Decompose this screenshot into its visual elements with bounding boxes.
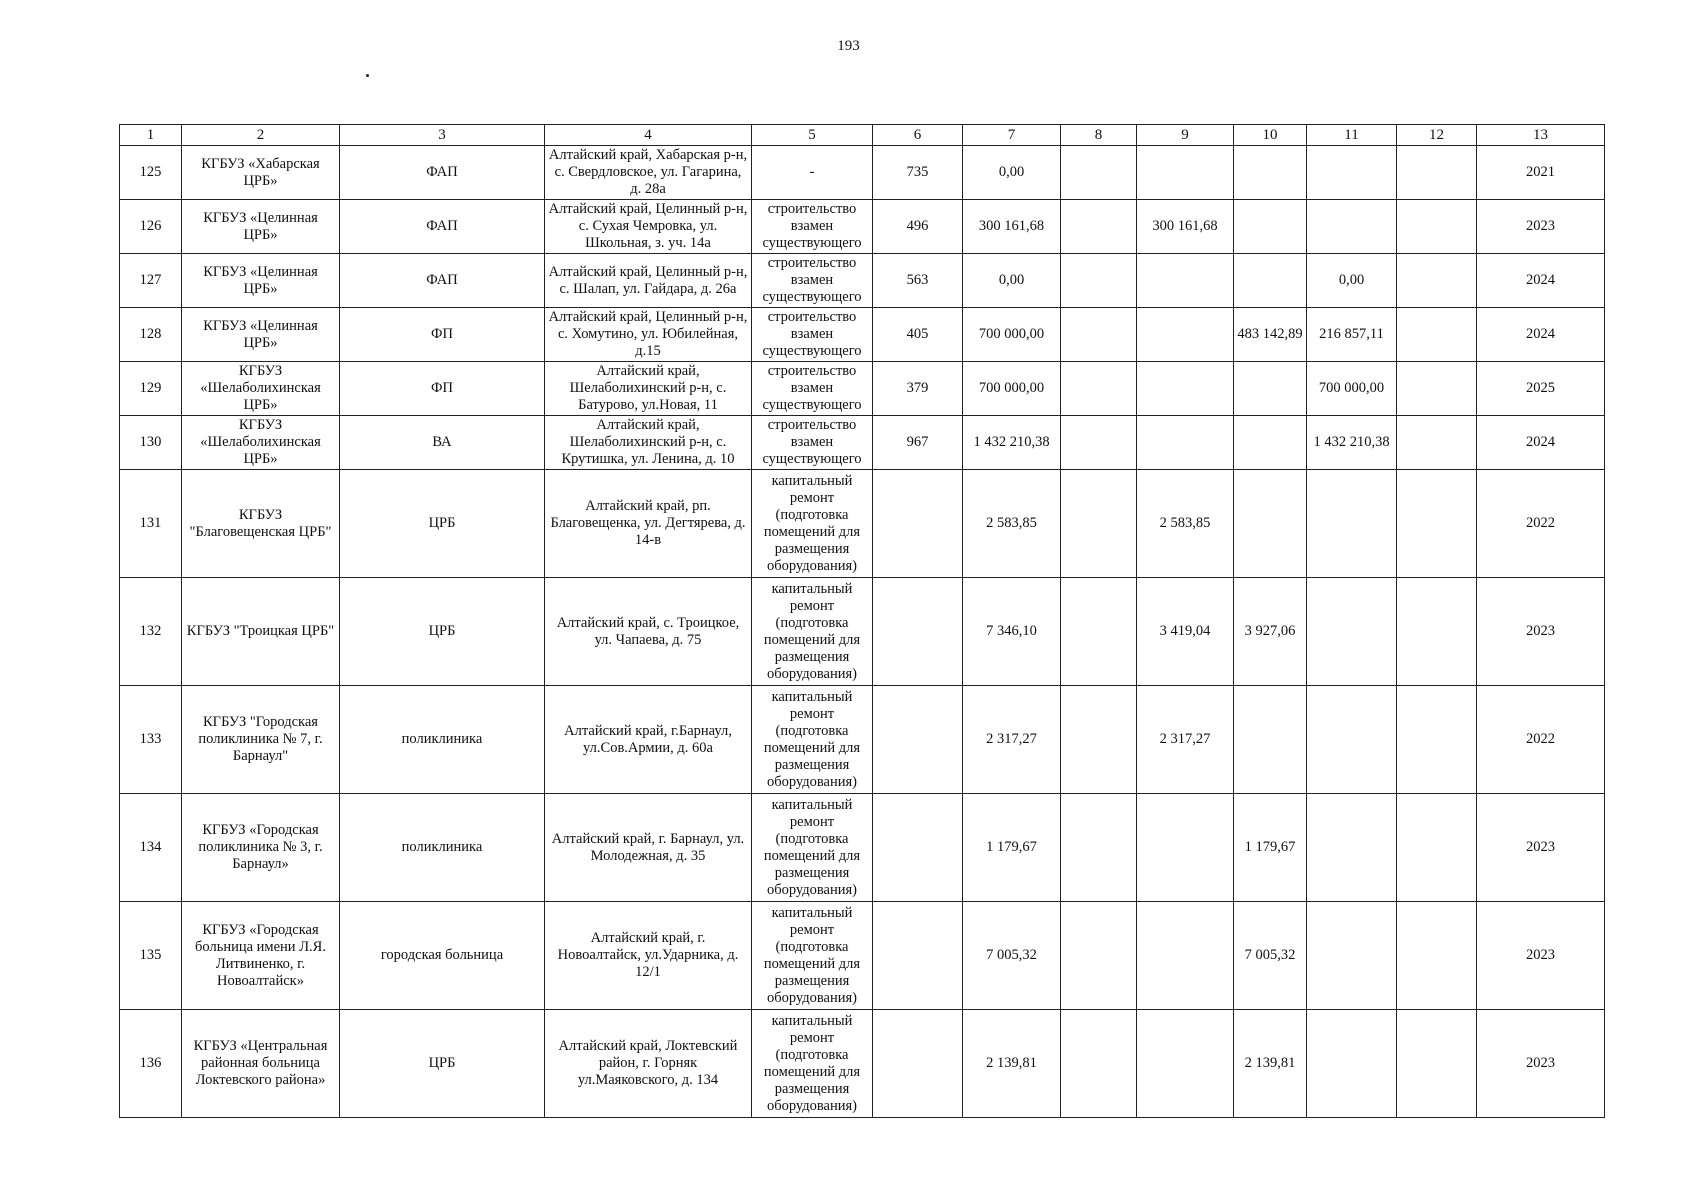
- cell-col9: 2 583,85: [1137, 470, 1234, 578]
- col-header-13: 13: [1477, 125, 1605, 146]
- cell-type: ФП: [340, 362, 545, 416]
- cell-col6: [873, 578, 963, 686]
- col-header-12: 12: [1397, 125, 1477, 146]
- table-row: [120, 578, 1605, 686]
- table-row: [120, 200, 1605, 254]
- cell-col9: [1137, 146, 1234, 200]
- cell-address: Алтайский край, г. Барнаул, ул. Молодежная, д. 35: [545, 794, 752, 902]
- cell-year: 2024: [1477, 416, 1605, 470]
- cell-col10: [1234, 416, 1307, 470]
- cell-address: Алтайский край, Целинный р-н, с. Хомутино, ул. Юбилейная, д.15: [545, 308, 752, 362]
- cell-col6: [873, 902, 963, 1010]
- col-header-7: 7: [963, 125, 1061, 146]
- col-header-3: 3: [340, 125, 545, 146]
- cell-col8: [1061, 686, 1137, 794]
- cell-col12: [1397, 416, 1477, 470]
- cell-col10: [1234, 254, 1307, 308]
- cell-work-type: капитальный ремонт (подготовка помещений для размещения оборудования): [752, 470, 873, 578]
- cell-col10: 483 142,89: [1234, 308, 1307, 362]
- cell-work-type: строительство взамен существующего: [752, 416, 873, 470]
- cell-work-type: капитальный ремонт (подготовка помещений для размещения оборудования): [752, 902, 873, 1010]
- cell-address: Алтайский край, Локтевский район, г. Горняк ул.Маяковского, д. 134: [545, 1010, 752, 1118]
- cell-institution: КГБУЗ «Шелаболихинская ЦРБ»: [182, 362, 340, 416]
- cell-col11: 216 857,11: [1307, 308, 1397, 362]
- cell-year: 2024: [1477, 308, 1605, 362]
- cell-year: 2023: [1477, 794, 1605, 902]
- cell-col12: [1397, 794, 1477, 902]
- cell-col9: [1137, 362, 1234, 416]
- cell-work-type: строительство взамен существующего: [752, 362, 873, 416]
- col-header-4: 4: [545, 125, 752, 146]
- stray-dot: [366, 74, 369, 77]
- cell-work-type: капитальный ремонт (подготовка помещений для размещения оборудования): [752, 1010, 873, 1118]
- cell-year: 2021: [1477, 146, 1605, 200]
- cell-col9: [1137, 416, 1234, 470]
- cell-col9: [1137, 902, 1234, 1010]
- cell-type: ФАП: [340, 254, 545, 308]
- cell-col10: [1234, 200, 1307, 254]
- cell-col9: [1137, 1010, 1234, 1118]
- cell-type: поликлиника: [340, 794, 545, 902]
- cell-year: 2024: [1477, 254, 1605, 308]
- cell-number: 135: [120, 902, 182, 1010]
- cell-col10: 2 139,81: [1234, 1010, 1307, 1118]
- cell-col6: [873, 794, 963, 902]
- cell-year: 2023: [1477, 1010, 1605, 1118]
- cell-col12: [1397, 254, 1477, 308]
- cell-col7: 0,00: [963, 146, 1061, 200]
- col-header-8: 8: [1061, 125, 1137, 146]
- table-row: [120, 146, 1605, 200]
- cell-col11: [1307, 200, 1397, 254]
- cell-address: Алтайский край, Целинный р-н, с. Шалап, ул. Гайдара, д. 26а: [545, 254, 752, 308]
- cell-col11: [1307, 146, 1397, 200]
- cell-col6: 967: [873, 416, 963, 470]
- cell-number: 132: [120, 578, 182, 686]
- cell-institution: КГБУЗ «Городская поликлиника № 3, г. Барнаул»: [182, 794, 340, 902]
- cell-col7: 700 000,00: [963, 362, 1061, 416]
- cell-col6: [873, 1010, 963, 1118]
- cell-institution: КГБУЗ "Благовещенская ЦРБ": [182, 470, 340, 578]
- cell-col12: [1397, 686, 1477, 794]
- cell-col8: [1061, 254, 1137, 308]
- cell-number: 126: [120, 200, 182, 254]
- cell-col7: 7 346,10: [963, 578, 1061, 686]
- cell-col10: 7 005,32: [1234, 902, 1307, 1010]
- cell-col7: 7 005,32: [963, 902, 1061, 1010]
- cell-col8: [1061, 362, 1137, 416]
- table-row: [120, 362, 1605, 416]
- cell-col12: [1397, 578, 1477, 686]
- cell-institution: КГБУЗ «Хабарская ЦРБ»: [182, 146, 340, 200]
- cell-col7: 300 161,68: [963, 200, 1061, 254]
- cell-col8: [1061, 578, 1137, 686]
- cell-type: ФАП: [340, 200, 545, 254]
- table-row: [120, 416, 1605, 470]
- cell-type: ВА: [340, 416, 545, 470]
- cell-address: Алтайский край, г.Барнаул, ул.Сов.Армии, д. 60а: [545, 686, 752, 794]
- cell-col9: 300 161,68: [1137, 200, 1234, 254]
- cell-col8: [1061, 794, 1137, 902]
- cell-type: ЦРБ: [340, 470, 545, 578]
- table-row: [120, 1010, 1605, 1118]
- cell-col12: [1397, 200, 1477, 254]
- cell-work-type: -: [752, 146, 873, 200]
- cell-col8: [1061, 146, 1137, 200]
- cell-col10: [1234, 146, 1307, 200]
- cell-col7: 2 317,27: [963, 686, 1061, 794]
- col-header-2: 2: [182, 125, 340, 146]
- cell-address: Алтайский край, с. Троицкое, ул. Чапаева, д. 75: [545, 578, 752, 686]
- cell-col9: 3 419,04: [1137, 578, 1234, 686]
- cell-col10: 1 179,67: [1234, 794, 1307, 902]
- cell-type: ЦРБ: [340, 1010, 545, 1118]
- cell-type: ФАП: [340, 146, 545, 200]
- cell-year: 2025: [1477, 362, 1605, 416]
- cell-type: поликлиника: [340, 686, 545, 794]
- cell-number: 128: [120, 308, 182, 362]
- cell-number: 125: [120, 146, 182, 200]
- cell-col8: [1061, 902, 1137, 1010]
- cell-col11: [1307, 686, 1397, 794]
- cell-number: 133: [120, 686, 182, 794]
- table-row: [120, 794, 1605, 902]
- table-row: [120, 686, 1605, 794]
- cell-col6: 496: [873, 200, 963, 254]
- cell-number: 136: [120, 1010, 182, 1118]
- cell-col8: [1061, 308, 1137, 362]
- cell-col6: 379: [873, 362, 963, 416]
- cell-col12: [1397, 1010, 1477, 1118]
- cell-institution: КГБУЗ «Целинная ЦРБ»: [182, 254, 340, 308]
- cell-col7: 0,00: [963, 254, 1061, 308]
- cell-col7: 1 432 210,38: [963, 416, 1061, 470]
- table-row: [120, 902, 1605, 1010]
- cell-address: Алтайский край, Хабарская р-н, с. Свердловское, ул. Гагарина, д. 28а: [545, 146, 752, 200]
- cell-year: 2023: [1477, 200, 1605, 254]
- col-header-5: 5: [752, 125, 873, 146]
- cell-col11: 700 000,00: [1307, 362, 1397, 416]
- cell-col11: 1 432 210,38: [1307, 416, 1397, 470]
- cell-col8: [1061, 470, 1137, 578]
- cell-col9: [1137, 794, 1234, 902]
- cell-work-type: капитальный ремонт (подготовка помещений для размещения оборудования): [752, 794, 873, 902]
- cell-col6: 563: [873, 254, 963, 308]
- col-header-1: 1: [120, 125, 182, 146]
- cell-col10: [1234, 470, 1307, 578]
- cell-col12: [1397, 362, 1477, 416]
- cell-address: Алтайский край, Целинный р-н, с. Сухая Чемровка, ул. Школьная, з. уч. 14а: [545, 200, 752, 254]
- construction-objects-table: [119, 124, 1605, 1118]
- cell-work-type: строительство взамен существующего: [752, 308, 873, 362]
- header-row: [120, 125, 1605, 146]
- cell-col9: [1137, 308, 1234, 362]
- cell-col7: 2 139,81: [963, 1010, 1061, 1118]
- cell-col8: [1061, 1010, 1137, 1118]
- cell-col9: [1137, 254, 1234, 308]
- cell-institution: КГБУЗ «Шелаболихинская ЦРБ»: [182, 416, 340, 470]
- col-header-6: 6: [873, 125, 963, 146]
- cell-year: 2022: [1477, 470, 1605, 578]
- cell-col7: 1 179,67: [963, 794, 1061, 902]
- col-header-10: 10: [1234, 125, 1307, 146]
- page-number: 193: [837, 38, 860, 54]
- cell-number: 131: [120, 470, 182, 578]
- cell-col11: [1307, 470, 1397, 578]
- cell-institution: КГБУЗ «Целинная ЦРБ»: [182, 308, 340, 362]
- cell-col6: 735: [873, 146, 963, 200]
- cell-col6: [873, 470, 963, 578]
- cell-work-type: строительство взамен существующего: [752, 254, 873, 308]
- cell-type: ФП: [340, 308, 545, 362]
- cell-type: ЦРБ: [340, 578, 545, 686]
- cell-col7: 700 000,00: [963, 308, 1061, 362]
- cell-type: городская больница: [340, 902, 545, 1010]
- cell-col6: [873, 686, 963, 794]
- cell-address: Алтайский край, г. Новоалтайск, ул.Ударника, д. 12/1: [545, 902, 752, 1010]
- cell-work-type: капитальный ремонт (подготовка помещений для размещения оборудования): [752, 686, 873, 794]
- cell-number: 134: [120, 794, 182, 902]
- cell-col12: [1397, 146, 1477, 200]
- cell-number: 129: [120, 362, 182, 416]
- cell-institution: КГБУЗ «Городская больница имени Л.Я. Литвиненко, г. Новоалтайск»: [182, 902, 340, 1010]
- col-header-11: 11: [1307, 125, 1397, 146]
- cell-col9: 2 317,27: [1137, 686, 1234, 794]
- cell-col10: [1234, 686, 1307, 794]
- cell-work-type: капитальный ремонт (подготовка помещений для размещения оборудования): [752, 578, 873, 686]
- cell-col6: 405: [873, 308, 963, 362]
- cell-col11: [1307, 578, 1397, 686]
- cell-institution: КГБУЗ «Центральная районная больница Локтевского района»: [182, 1010, 340, 1118]
- table-row: [120, 308, 1605, 362]
- cell-col10: [1234, 362, 1307, 416]
- cell-col11: [1307, 794, 1397, 902]
- cell-year: 2023: [1477, 578, 1605, 686]
- table-row: [120, 254, 1605, 308]
- cell-number: 127: [120, 254, 182, 308]
- cell-col8: [1061, 200, 1137, 254]
- cell-col12: [1397, 470, 1477, 578]
- cell-work-type: строительство взамен существующего: [752, 200, 873, 254]
- cell-address: Алтайский край, Шелаболихинский р-н, с. Крутишка, ул. Ленина, д. 10: [545, 416, 752, 470]
- cell-number: 130: [120, 416, 182, 470]
- cell-year: 2022: [1477, 686, 1605, 794]
- cell-year: 2023: [1477, 902, 1605, 1010]
- cell-col12: [1397, 902, 1477, 1010]
- cell-institution: КГБУЗ "Троицкая ЦРБ": [182, 578, 340, 686]
- cell-address: Алтайский край, Шелаболихинский р-н, с. Батурово, ул.Новая, 11: [545, 362, 752, 416]
- cell-col10: 3 927,06: [1234, 578, 1307, 686]
- cell-col11: 0,00: [1307, 254, 1397, 308]
- col-header-9: 9: [1137, 125, 1234, 146]
- cell-institution: КГБУЗ "Городская поликлиника № 7, г. Барнаул": [182, 686, 340, 794]
- cell-institution: КГБУЗ «Целинная ЦРБ»: [182, 200, 340, 254]
- cell-col7: 2 583,85: [963, 470, 1061, 578]
- table-row: [120, 470, 1605, 578]
- cell-address: Алтайский край, рп. Благовещенка, ул. Дегтярева, д. 14-в: [545, 470, 752, 578]
- cell-col11: [1307, 902, 1397, 1010]
- cell-col12: [1397, 308, 1477, 362]
- cell-col11: [1307, 1010, 1397, 1118]
- cell-col8: [1061, 416, 1137, 470]
